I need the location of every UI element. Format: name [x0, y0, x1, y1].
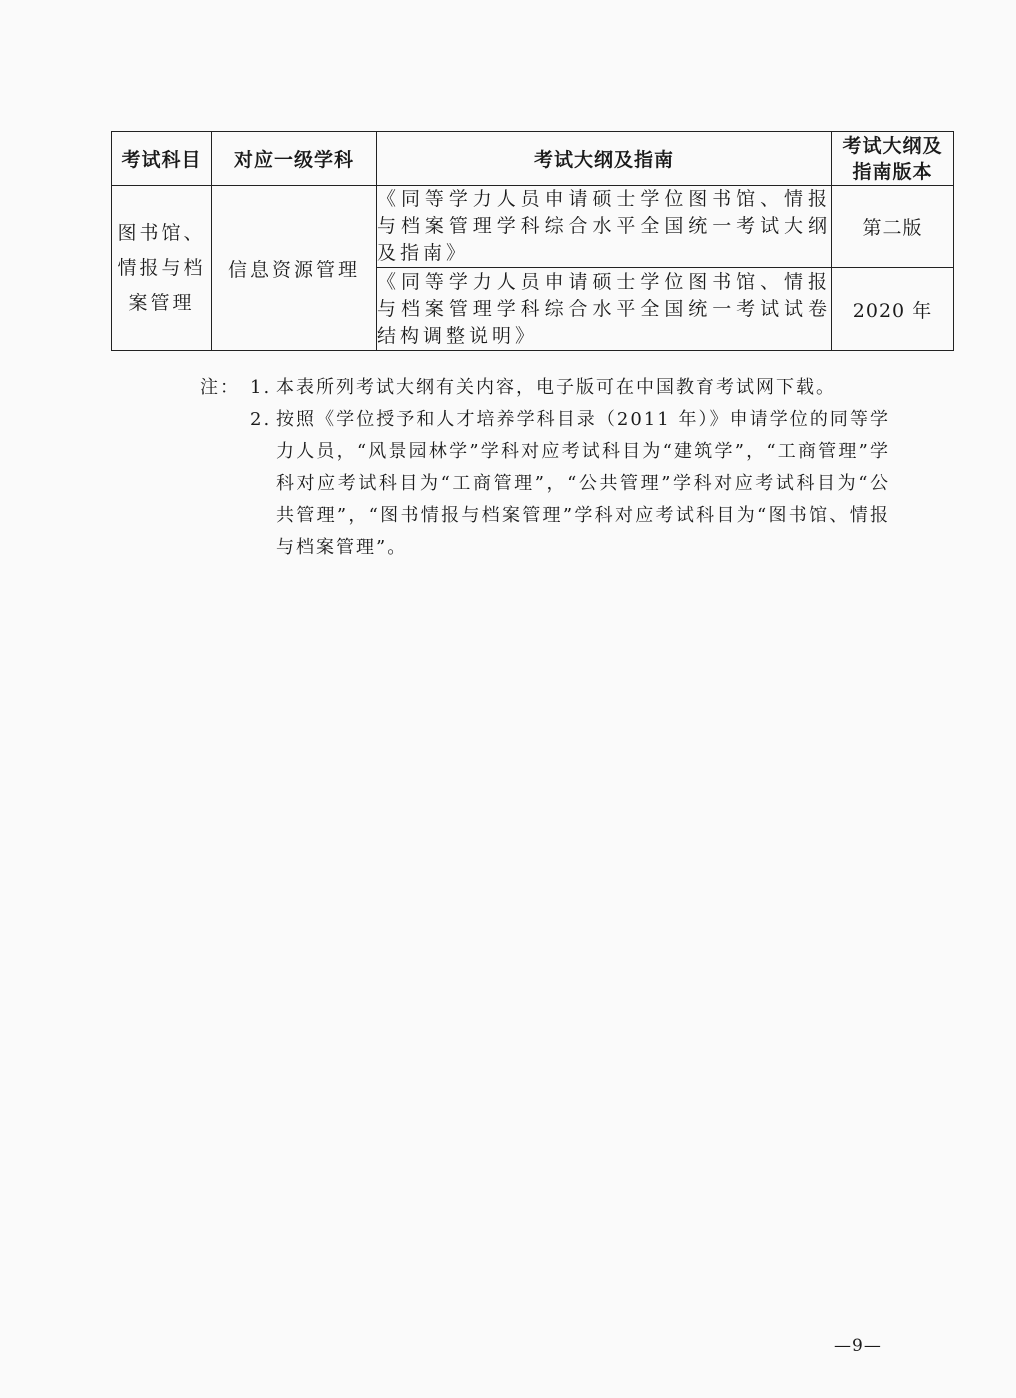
header-discipline: 对应一级学科 [212, 132, 377, 186]
note-number: 1. [250, 377, 272, 398]
subject-line: 图书馆、 [117, 221, 206, 244]
table-header-row [112, 132, 954, 186]
subject-line: 案管理 [128, 291, 195, 314]
version-cell: 第二版 [832, 186, 954, 268]
note-item [200, 372, 890, 404]
syllabus-cell: 《同等学力人员申请硕士学位图书馆、情报与档案管理学科综合水平全国统一考试试卷结构调整说明》 [377, 268, 832, 351]
note-number: 2. [250, 409, 272, 430]
notes-label: 注： [200, 377, 240, 398]
header-syllabus: 考试大纲及指南 [377, 132, 832, 186]
header-subject: 考试科目 [112, 132, 212, 186]
header-version-line2: 指南版本 [852, 160, 933, 183]
page-number: —9— [834, 1336, 882, 1356]
note-text: 本表所列考试大纲有关内容，电子版可在中国教育考试网下载。 [276, 377, 836, 398]
exam-syllabus-table [111, 131, 954, 351]
header-version [832, 132, 954, 186]
subject-line: 情报与档 [117, 256, 206, 279]
syllabus-cell: 《同等学力人员申请硕士学位图书馆、情报与档案管理学科综合水平全国统一考试大纲及指南》 [377, 186, 832, 268]
subject-cell [112, 186, 212, 351]
discipline-cell: 信息资源管理 [212, 186, 377, 351]
note-item [200, 404, 890, 564]
note-text: 按照《学位授予和人才培养学科目录（2011 年）》申请学位的同等学力人员，“风景园林学”学科对应考试科目为“建筑学”，“工商管理”学科对应考试科目为“工商管理”，“公共管理”学科对应考试科目为“公共管理”，“图书情报与档案管理”学科对应考试科目为“图书馆、情报与档案管理”。 [276, 409, 890, 558]
notes-section [200, 372, 890, 564]
version-cell: 2020 年 [832, 268, 954, 351]
header-version-line1: 考试大纲及 [842, 134, 943, 157]
table-row [112, 186, 954, 268]
